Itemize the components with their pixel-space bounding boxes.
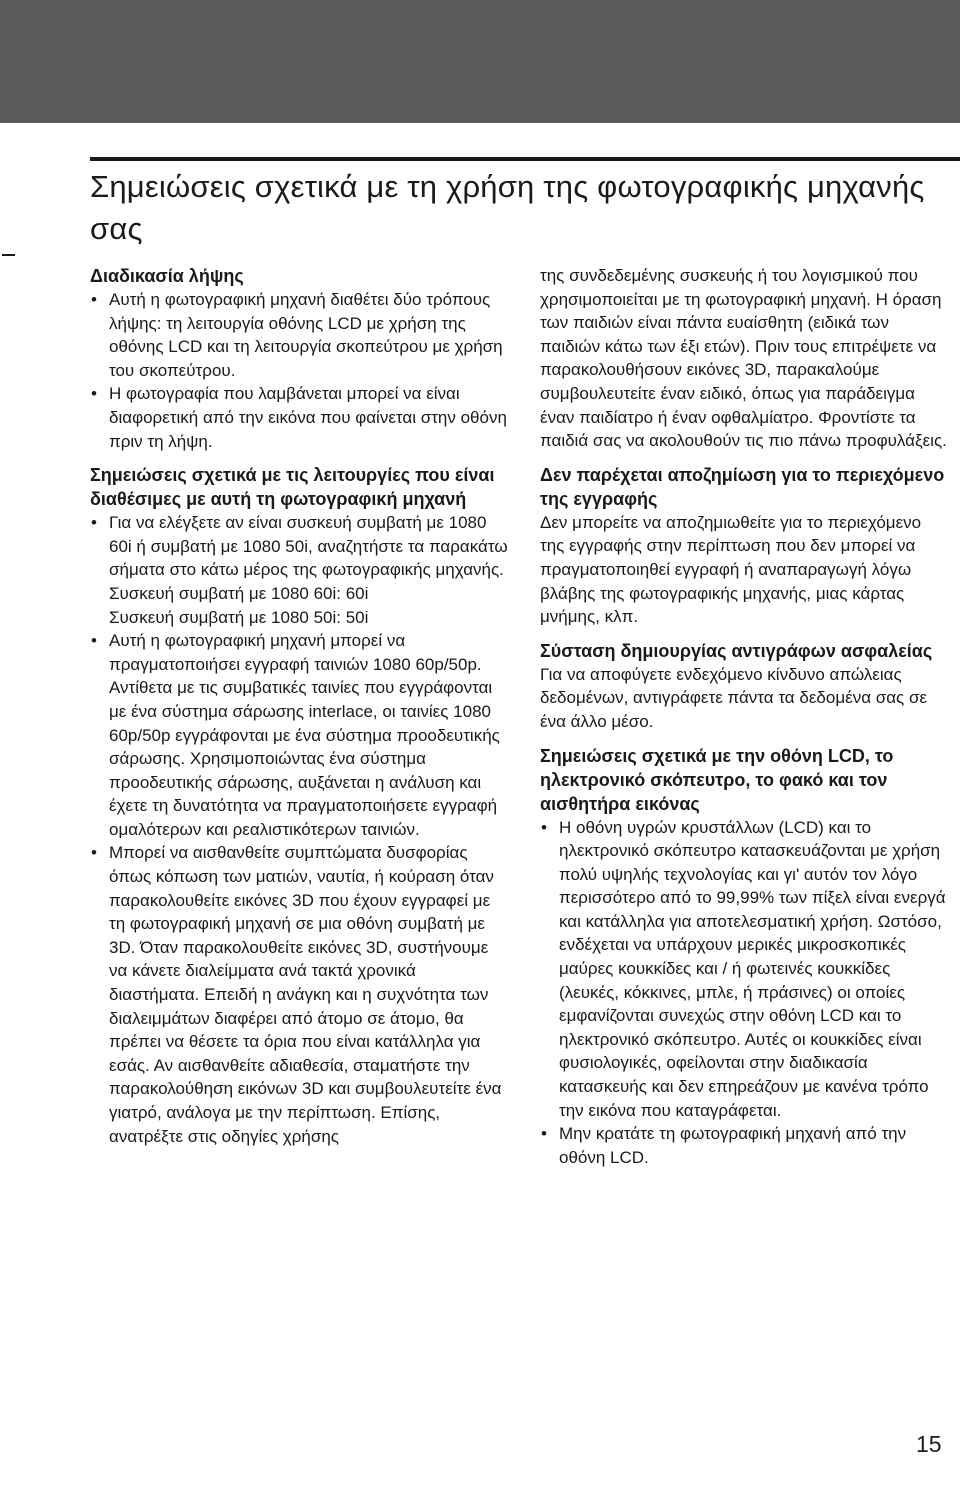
list-item: • Η οθόνη υγρών κρυστάλλων (LCD) και το ηλεκτρονικό σκόπευτρο κατασκευάζονται με χρήση πολύ υψηλής τεχνολογίας και γι' αυτόν τον λόγο περισσότερο από το 99,99% των πίξελ είναι ενεργά και κατάλληλα για αποτελεσματική χρήση. Ωστόσο, ενδέχεται να υπάρχουν μερικές μικροσκοπικές μαύρες κουκκίδες και / ή φωτεινές κουκκίδες (λευκές, κόκκινες, μπλε, ή πράσινες) οι οποίες εμφανίζονται συνεχώς στην οθόνη LCD και το ηλεκτρονικό σκόπευτρο. Αυτές οι κουκκίδες είναι φυσιολογικές, οφείλονται στην διαδικασία κατασκευής και δεν επηρεάζουν με κανένα τρόπο την εικόνα που καταγράφεται. <box>540 816 950 1123</box>
list-item: • Η φωτογραφία που λαμβάνεται μπορεί να είναι διαφορετική από την εικόνα που φαίνεται στην οθόνη πριν τη λήψη. <box>90 382 510 453</box>
functions-list <box>90 511 510 582</box>
section-heading-functions: Σημειώσεις σχετικά με τις λειτουργίες που είναι διαθέσιμες με αυτή τη φωτογραφική μηχανή <box>90 465 495 510</box>
section-heading-capture: Διαδικασία λήψης <box>90 266 244 286</box>
list-item: • Μην κρατάτε τη φωτογραφική μηχανή από την οθόνη LCD. <box>540 1122 950 1169</box>
right-column <box>540 264 950 1169</box>
header-band <box>0 0 960 123</box>
capture-list <box>90 288 510 453</box>
mark-50i: Συσκευή συμβατή με 1080 50i: 50i <box>109 607 369 627</box>
lcd-list <box>540 816 950 1170</box>
page-title: Σημειώσεις σχετικά με τη χρήση της φωτογραφικής μηχανής σας <box>90 169 925 246</box>
compensation-text: Δεν μπορείτε να αποζημιωθείτε για το περιεχόμενο της εγγραφής στην περίπτωση που δεν μπορεί να πραγματοποιηθεί εγγραφή ή αναπαραγωγή λόγω βλάβης της φωτογραφικής μηχανής, μιας κάρτας μνήμης, κλπ. <box>540 512 922 627</box>
left-column <box>90 264 510 1148</box>
section-heading-compensation: Δεν παρέχεται αποζημίωση για το περιεχόμενο της εγγραφής <box>540 464 945 509</box>
list-item: • Αυτή η φωτογραφική μηχανή μπορεί να πραγματοποιήσει εγγραφή ταινιών 1080 60p/50p. Αντίθετα με τις συμβατικές ταινίες που εγγράφονται με ένα σύστημα σάρωσης interlace, οι ταινίες 1080 60p/50p εγγράφονται με ένα σύστημα προοδευτικής σάρωσης. Χρησιμοποιώντας ένα σύστημα προοδευτικής σάρωσης, αυξάνεται η ανάλυση και έχετε τη δυνατότητα να πραγματοποιήσετε εγγραφή ομαλότερων και ρεαλιστικότερων ταινιών. <box>90 629 510 841</box>
list-item: • Αυτή η φωτογραφική μηχανή διαθέτει δύο τρόπους λήψης: τη λειτουργία οθόνης LCD με χρήση της οθόνης LCD και τη λειτουργία σκοπεύτρου με χρήση του σκοπεύτρου. <box>90 288 510 382</box>
section-heading-backup: Σύσταση δημιουργίας αντιγράφων ασφαλείας <box>540 640 933 661</box>
backup-text: Για να αποφύγετε ενδεχόμενο κίνδυνο απώλειας δεδομένων, αντιγράφετε πάντα τα δεδομένα σας σε ένα άλλο μέσο. <box>540 664 928 731</box>
continued-text: της συνδεδεμένης συσκευής ή του λογισμικού που χρησιμοποιείται με τη φωτογραφική μηχανή. Η όραση των παιδιών είναι πάντα ευαίσθητη (ειδικά των παιδιών κάτω των έξι ετών). Πριν τους επιτρέψετε να παρακολουθήσουν εικόνες 3D, παρακαλούμε συμβουλευτείτε έναν ειδικό, όπως για παράδειγμα έναν παιδίατρο ή έναν οφθαλμίατρο. Φροντίστε τα παιδιά σας να ακολουθούν τις πιο πάνω προφυλάξεις. <box>540 266 947 451</box>
title-rule <box>90 157 960 161</box>
list-item: • Για να ελέγξετε αν είναι συσκευή συμβατή με 1080 60i ή συμβατή με 1080 50i, αναζητήστε τα παρακάτω σήματα στο κάτω μέρος της φωτογραφικής μηχανής. <box>90 511 510 582</box>
list-item: • Μπορεί να αισθανθείτε συμπτώματα δυσφορίας όπως κόπωση των ματιών, ναυτία, ή κούραση όταν παρακολουθείτε εικόνες 3D που έχουν εγγραφεί με τη φωτογραφική μηχανή σε μια οθόνη συμβατή με 3D. Όταν παρακολουθείτε εικόνες 3D, συστήνουμε να κάνετε διαλείμματα ανά τακτά χρονικά διαστήματα. Επειδή η ανάγκη και η συχνότητα των διαλειμμάτων διαφέρει από άτομο σε άτομο, θα πρέπει να θέσετε τα όρια που είναι κατάλληλα για εσάς. Αν αισθανθείτε αδιαθεσία, σταματήστε την παρακολούθηση εικόνων 3D και συμβουλευτείτε ένα γιατρό, ανάλογα με την περίπτωση. Επίσης, ανατρέξτε στις οδηγίες χρήσης <box>90 841 510 1148</box>
section-heading-lcd: Σημειώσεις σχετικά με την οθόνη LCD, το ηλεκτρονικό σκόπευτρο, το φακό και τον αισθητήρα εικόνας <box>540 745 894 814</box>
margin-mark <box>2 254 15 256</box>
mark-60i: Συσκευή συμβατή με 1080 60i: 60i <box>109 583 369 603</box>
functions-list-2 <box>90 629 510 1148</box>
page-number: 15 <box>916 1431 942 1457</box>
